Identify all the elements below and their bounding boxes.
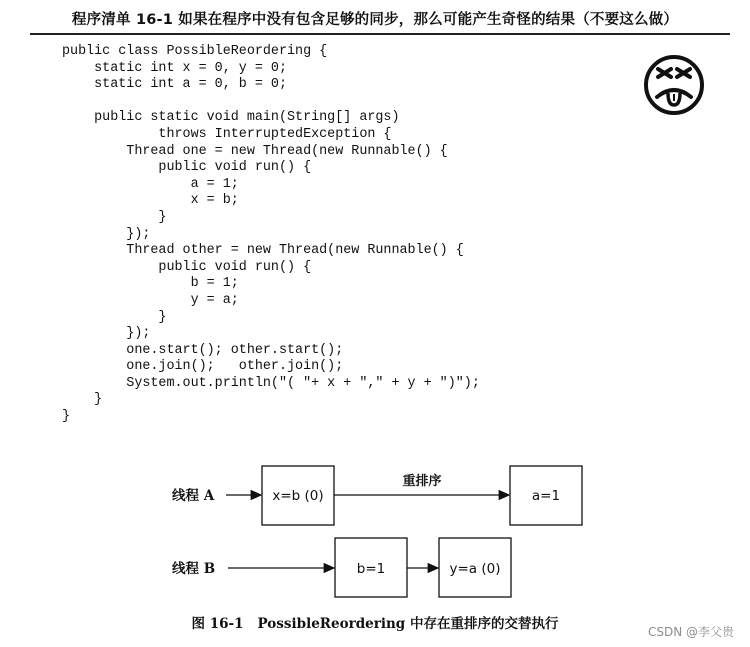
grimace-face-icon [642,53,706,117]
listing-title: 程序清单 16-1 如果在程序中没有包含足够的同步，那么可能产生奇怪的结果（不要这么做） [71,12,679,28]
box-x-eq-b-text: x=b (0) [272,488,324,504]
caption-text: PossibleReordering 中存在重排序的交替执行 [257,616,559,632]
caption-number: 图 16-1 [191,616,244,632]
thread-a-label: 线程 A [172,488,215,504]
reorder-label: 重排序 [402,474,442,489]
box-y-eq-a-text: y=a (0) [449,561,501,577]
watermark: CSDN @李父贵 [647,625,734,639]
code-listing: public class PossibleReordering { static int x = 0, y = 0; static int a = 0, b = 0; public static void main(String[] args) throws InterruptedException { Thread one = new Thread(new Runnable() { public void run() { a = 1; x = b; } }); Thread other = new Thread(new Runnable() { public void run() { b = 1; y = a; } }); one.start(); other.start(); one.join(); other.join(); System.out.println("( "+ x + "," + y + ")"); } } [62,44,480,425]
box-b-eq-1-text: b=1 [356,561,386,577]
box-a-eq-1-text: a=1 [531,488,561,504]
top-rule [30,33,730,35]
thread-b-label: 线程 B [172,561,216,577]
figure-caption [0,612,750,632]
